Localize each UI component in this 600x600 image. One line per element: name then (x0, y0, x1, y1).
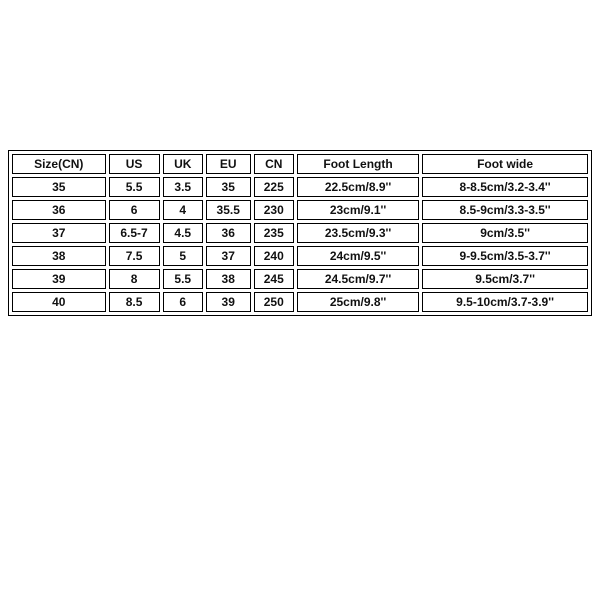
cell-cn: 240 (254, 246, 294, 266)
cell-foot-length: 24cm/9.5'' (297, 246, 419, 266)
cell-uk: 5.5 (163, 269, 203, 289)
header-eu: EU (206, 154, 251, 174)
cell-uk: 5 (163, 246, 203, 266)
cell-cn: 245 (254, 269, 294, 289)
header-foot-length: Foot Length (297, 154, 419, 174)
cell-size-cn: 39 (12, 269, 106, 289)
table-row (12, 177, 588, 197)
cell-eu: 36 (206, 223, 251, 243)
cell-us: 7.5 (109, 246, 160, 266)
header-size-cn: Size(CN) (12, 154, 106, 174)
cell-foot-wide: 9.5-10cm/3.7-3.9'' (422, 292, 588, 312)
cell-foot-length: 23.5cm/9.3'' (297, 223, 419, 243)
cell-foot-wide: 8.5-9cm/3.3-3.5'' (422, 200, 588, 220)
cell-size-cn: 35 (12, 177, 106, 197)
cell-us: 8 (109, 269, 160, 289)
cell-foot-length: 22.5cm/8.9'' (297, 177, 419, 197)
cell-foot-wide: 9-9.5cm/3.5-3.7'' (422, 246, 588, 266)
table-row (12, 246, 588, 266)
cell-uk: 3.5 (163, 177, 203, 197)
table-row (12, 269, 588, 289)
cell-cn: 235 (254, 223, 294, 243)
header-foot-wide: Foot wide (422, 154, 588, 174)
table-row (12, 200, 588, 220)
cell-us: 5.5 (109, 177, 160, 197)
cell-foot-wide: 9.5cm/3.7'' (422, 269, 588, 289)
header-cn: CN (254, 154, 294, 174)
cell-uk: 4 (163, 200, 203, 220)
cell-eu: 35.5 (206, 200, 251, 220)
cell-cn: 230 (254, 200, 294, 220)
header-us: US (109, 154, 160, 174)
header-uk: UK (163, 154, 203, 174)
cell-cn: 225 (254, 177, 294, 197)
cell-size-cn: 38 (12, 246, 106, 266)
cell-size-cn: 36 (12, 200, 106, 220)
cell-eu: 38 (206, 269, 251, 289)
cell-foot-wide: 8-8.5cm/3.2-3.4'' (422, 177, 588, 197)
cell-size-cn: 37 (12, 223, 106, 243)
cell-us: 6 (109, 200, 160, 220)
cell-us: 8.5 (109, 292, 160, 312)
cell-us: 6.5-7 (109, 223, 160, 243)
size-chart-table (8, 150, 592, 316)
cell-eu: 35 (206, 177, 251, 197)
cell-cn: 250 (254, 292, 294, 312)
cell-uk: 6 (163, 292, 203, 312)
cell-eu: 37 (206, 246, 251, 266)
cell-eu: 39 (206, 292, 251, 312)
table-header-row (12, 154, 588, 174)
cell-foot-length: 24.5cm/9.7'' (297, 269, 419, 289)
table-row (12, 223, 588, 243)
table-row (12, 292, 588, 312)
cell-foot-length: 23cm/9.1'' (297, 200, 419, 220)
cell-uk: 4.5 (163, 223, 203, 243)
cell-size-cn: 40 (12, 292, 106, 312)
cell-foot-wide: 9cm/3.5'' (422, 223, 588, 243)
cell-foot-length: 25cm/9.8'' (297, 292, 419, 312)
